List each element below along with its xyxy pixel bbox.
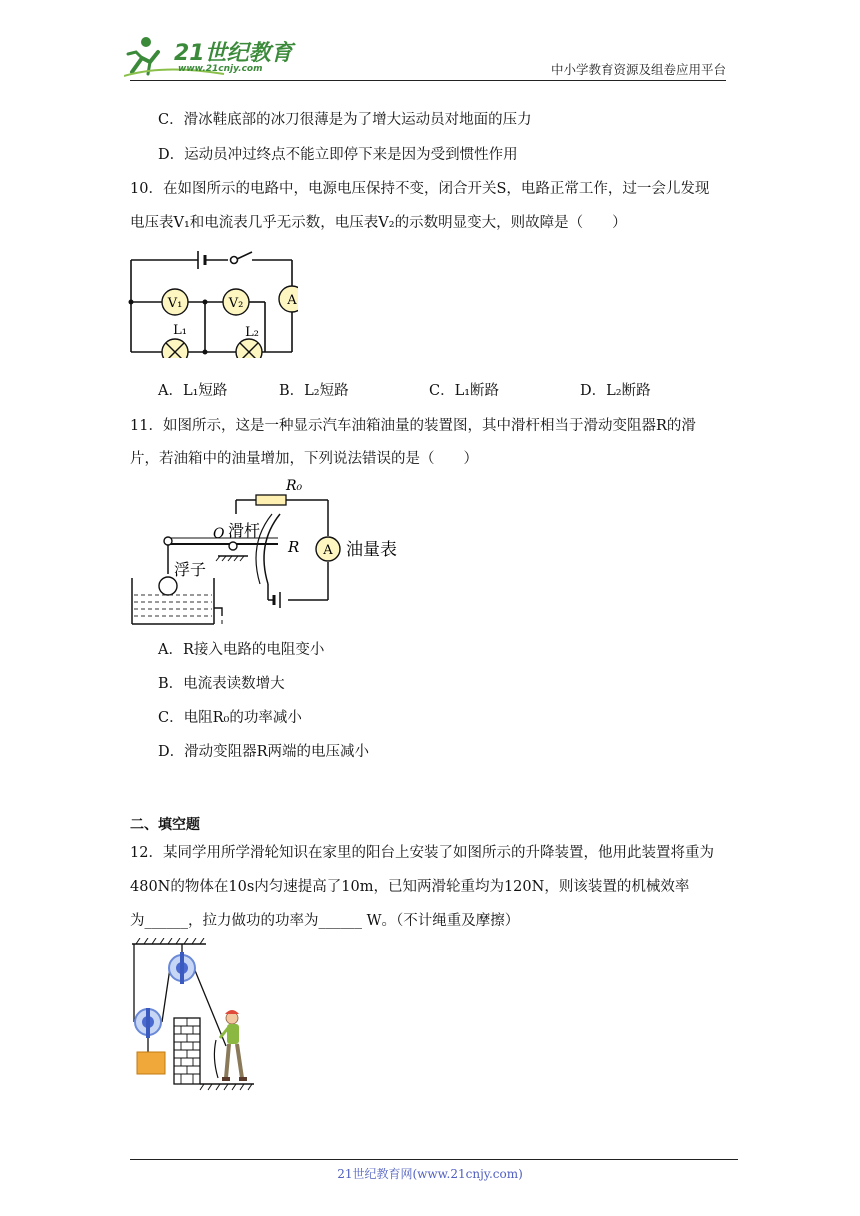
q10-option-a: A．L₁短路 [158,383,228,399]
r-label: R [288,538,300,556]
r0-label: R₀ [286,478,303,494]
l1-label: L₁ [173,323,187,338]
q11-option-d: D．滑动变阻器R两端的电压减小 [158,744,370,760]
load-block-icon [137,1052,165,1074]
q10-option-d: D．L₂断路 [580,383,651,399]
fuel-meter-label: 油量表 [346,540,397,560]
q10-option-b: B．L₂短路 [279,383,349,399]
q11-option-a: A．R接入电路的电阻变小 [158,642,325,658]
fixed-pulley-icon [169,952,195,984]
float-icon [159,577,177,595]
resistor-r0-icon [256,495,286,505]
q9-option-c: C．滑冰鞋底部的冰刀很薄是为了增大运动员对地面的压力 [158,112,532,128]
q10-circuit-diagram [128,246,298,358]
ammeter-label: A [287,293,297,308]
q11-stem-line1: 11．如图所示，这是一种显示汽车油箱油量的装置图，其中滑杆相当于滑动变阻器R的滑 [130,418,696,434]
footer-link[interactable]: 21世纪教育网(www.21cnjy.com) [337,1167,523,1181]
q12-stem-line3: 为______，拉力做功的功率为______ W。（不计绳重及摩擦） [130,913,520,929]
q11-option-b: B．电流表读数增大 [158,676,285,692]
q10-stem-line1: 10．在如图所示的电路中，电源电压保持不变，闭合开关S，电路正常工作，过一会儿发现 [130,181,710,197]
logo-text: 21世纪教育 [174,41,293,66]
footer-rule [130,1159,738,1160]
brick-wall-icon [174,1018,200,1084]
section-title-fill-in: 二、填空题 [130,817,200,833]
variable-resistor-icon [264,514,280,584]
logo [124,34,294,80]
movable-pulley-icon [135,1008,161,1038]
pivot-o-label: O [213,526,225,542]
lamp-l1-icon [162,339,188,358]
q11-option-c: C．电阻R₀的功率减小 [158,710,302,726]
q11-stem-line2: 片，若油箱中的油量增加，下列说法错误的是（ ） [130,451,478,467]
q10-stem-line2: 电压表V₁和电流表几乎无示数，电压表V₂的示数明显变大，则故障是（ ） [130,215,627,231]
q9-option-d: D．运动员冲过终点不能立即停下来是因为受到惯性作用 [158,147,518,163]
pivot-icon [229,542,237,550]
v1-label: V₁ [167,296,183,311]
lamp-l2-icon [236,339,262,358]
logo-url: www.21cnjy.com [178,64,263,74]
float-label: 浮子 [174,560,207,579]
q12-pulley-diagram [128,938,258,1092]
platform-name: 中小学教育资源及组卷应用平台 [550,62,726,77]
header-rule [130,80,726,81]
q12-stem-line1: 12．某同学用所学滑轮知识在家里的阳台上安装了如图所示的升降装置，他用此装置将重为 [130,845,714,861]
v2-label: V₂ [228,296,244,311]
tap-icon [214,608,222,616]
q12-stem-line2: 480N的物体在10s内匀速提高了10m，已知两滑轮重均为120N，则该装置的机械效率 [130,879,690,895]
l2-label: L₂ [245,325,259,340]
q10-option-c: C．L₁断路 [429,383,500,399]
ammeter-label: A [323,543,333,558]
person-pulling-icon [220,1010,247,1081]
rod-label: 滑杆 [228,521,261,540]
q11-fuel-gauge-diagram [128,474,418,634]
